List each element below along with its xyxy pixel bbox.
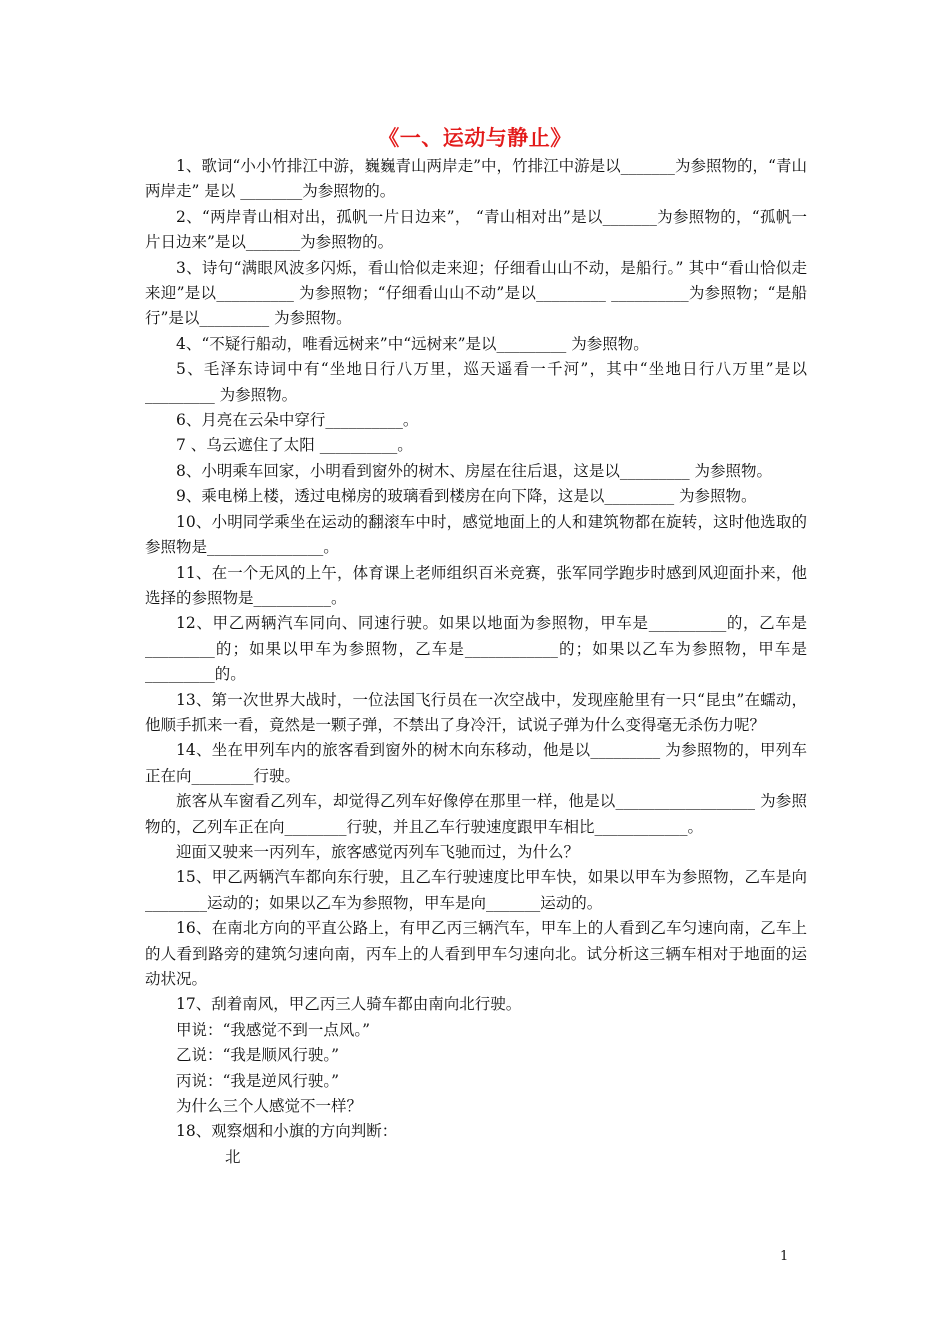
question-17-statement-b: 乙说：“我是顺风行驶。” bbox=[176, 1046, 340, 1065]
question-14-part-2: 旅客从车窗看乙列车，却觉得乙列车好像停在那里一样，他是以__________________ 为参照物的，乙列车正在向________行驶，并且乙车行驶速度跟甲车相比____________。 bbox=[145, 792, 807, 836]
question-16: 16、在南北方向的平直公路上，有甲乙丙三辆汽车，甲车上的人看到乙车匀速向南，乙车上的人看到路旁的建筑匀速向南，丙车上的人看到甲车匀速向北。试分析这三辆车相对于地面的运动状况。 bbox=[145, 919, 807, 988]
question-11: 11、在一个无风的上午，体育课上老师组织百米竞赛，张军同学跑步时感到风迎面扑来，他选择的参照物是__________。 bbox=[145, 563, 807, 607]
question-14: 14、坐在甲列车内的旅客看到窗外的树木向东移动，他是以_________ 为参照物的，甲列车正在向________行驶。 bbox=[145, 741, 807, 785]
question-15: 15、甲乙两辆汽车都向东行驶，且乙车行驶速度比甲车快，如果以甲车为参照物，乙车是向________运动的；如果以乙车为参照物，甲车是向_______运动的。 bbox=[145, 868, 807, 912]
question-17-prompt: 为什么三个人感觉不一样？ bbox=[176, 1097, 363, 1116]
question-9: 9、乘电梯上楼，透过电梯房的玻璃看到楼房在向下降，这是以_________ 为参照物。 bbox=[176, 487, 757, 506]
question-1: 1、歌词“小小竹排江中游，巍巍青山两岸走”中，竹排江中游是以_______为参照物的，“青山两岸走” 是以 ________为参照物的。 bbox=[145, 157, 807, 201]
question-5: 5、毛泽东诗词中有“坐地日行八万里，巡天遥看一千河”，其中“坐地日行八万里”是以_________ 为参照物。 bbox=[145, 360, 807, 404]
worksheet-body bbox=[145, 154, 807, 1170]
page-number: 1 bbox=[780, 1249, 789, 1264]
question-13: 13、第一次世界大战时，一位法国飞行员在一次空战中，发现座舱里有一只“昆虫”在蠕动，他顺手抓来一看，竟然是一颗子弹，不禁出了身冷汗，试说子弹为什么变得毫无杀伤力呢？ bbox=[145, 690, 807, 734]
worksheet-title: 《一、运动与静止》 bbox=[378, 126, 572, 150]
question-6: 6、月亮在云朵中穿行__________。 bbox=[176, 411, 419, 430]
question-3: 3、诗句“满眼风波多闪烁，看山恰似走来迎；仔细看山山不动，是船行。” 其中“看山恰似走来迎”是以__________ 为参照物；“仔细看山山不动”是以_________ __________为参照物；“是船行”是以_________ 为参照物。 bbox=[145, 258, 807, 328]
question-4: 4、“不疑行船动，唯看远树来”中“远树来”是以_________ 为参照物。 bbox=[176, 334, 649, 353]
question-17: 17、刮着南风，甲乙丙三人骑车都由南向北行驶。 bbox=[176, 995, 522, 1014]
question-7: 7 、乌云遮住了太阳 __________。 bbox=[176, 436, 413, 455]
question-12: 12、甲乙两辆汽车同向、同速行驶。如果以地面为参照物，甲车是__________的，乙车是_________的；如果以甲车为参照物，乙车是____________的；如果以乙车为参照物，甲车是_________的。 bbox=[145, 614, 807, 684]
question-17-statement-a: 甲说：“我感觉不到一点风。” bbox=[176, 1020, 371, 1039]
question-8: 8、小明乘车回家，小明看到窗外的树木、房屋在往后退，这是以_________ 为参照物。 bbox=[176, 461, 773, 480]
question-17-statement-c: 丙说：“我是逆风行驶。” bbox=[176, 1071, 340, 1090]
diagram-direction-label: 北 bbox=[225, 1147, 241, 1166]
question-18: 18、观察烟和小旗的方向判断： bbox=[176, 1122, 398, 1141]
question-10: 10、小明同学乘坐在运动的翻滚车中时，感觉地面上的人和建筑物都在旋转，这时他选取的参照物是_______________。 bbox=[145, 512, 807, 557]
question-2: 2、“两岸青山相对出，孤帆一片日边来”， “青山相对出”是以_______为参照物的，“孤帆一片日边来”是以_______为参照物的。 bbox=[145, 207, 807, 252]
question-14-part-3: 迎面又驶来一丙列车，旅客感觉丙列车飞驰而过，为什么？ bbox=[176, 842, 580, 861]
